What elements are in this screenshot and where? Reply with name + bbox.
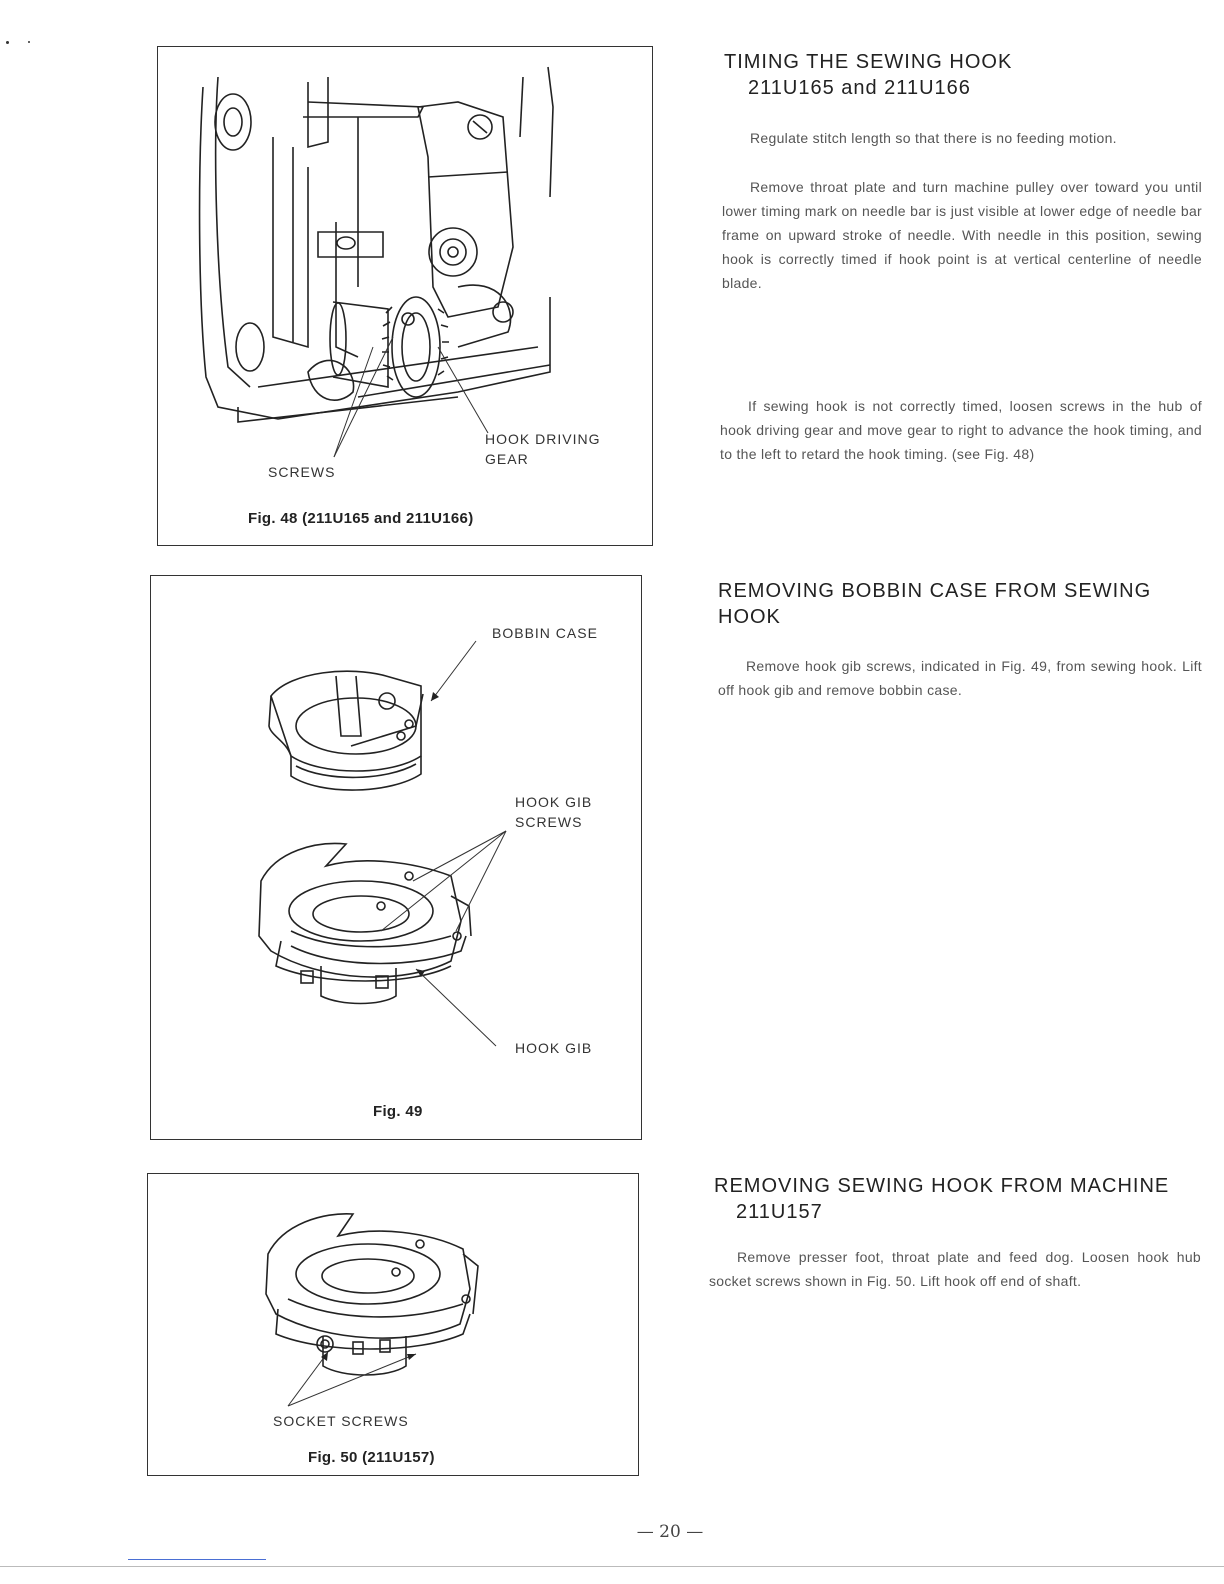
timing-heading-line1: TIMING THE SEWING HOOK [724, 51, 1013, 73]
hook-heading [714, 1173, 1169, 1225]
timing-paragraph-2: Remove throat plate and turn machine pulley over toward you until lower timing mark on needle bar is just visible at lower edge of needle bar frame on upward stroke of needle. With needle in this position, sewing hook is correctly timed if hook point is at vertical centerline of needle blade. [722, 179, 1202, 291]
timing-paragraph-1: Regulate stitch length so that there is no feeding motion. [750, 130, 1117, 146]
bobbin-heading-line1: REMOVING BOBBIN CASE FROM SEWING [718, 580, 1152, 602]
scan-speck [6, 41, 9, 44]
label-hook-gib-screws-line2: SCREWS [515, 814, 583, 830]
timing-paragraph-3: If sewing hook is not correctly timed, loosen screws in the hub of hook driving gear and move gear to right to advance the hook timing, and to the left to retard the hook timing. (see Fig. 48) [720, 398, 1202, 462]
bobbin-heading-line2: HOOK [718, 606, 781, 628]
label-hook-driving-gear-line2: GEAR [485, 451, 529, 467]
figure-49-caption: Fig. 49 [373, 1103, 423, 1120]
figure-49 [150, 575, 642, 1140]
label-screws: SCREWS [268, 464, 336, 480]
footer-link-underline [128, 1559, 266, 1560]
label-bobbin-case: BOBBIN CASE [492, 625, 598, 641]
page-number: — 20 — [636, 1522, 704, 1542]
label-socket-screws: SOCKET SCREWS [273, 1413, 409, 1429]
timing-heading-line2: 211U165 and 211U166 [748, 77, 971, 99]
hook-heading-line2: 211U157 [736, 1201, 823, 1223]
figure-48-illustration [158, 47, 654, 547]
label-hook-driving-gear-line1: HOOK DRIVING [485, 431, 601, 447]
label-hook-gib: HOOK GIB [515, 1040, 593, 1056]
label-hook-gib-screws-line1: HOOK GIB [515, 794, 593, 810]
figure-48 [157, 46, 653, 546]
footer-divider [0, 1566, 1224, 1567]
timing-heading [724, 49, 1012, 101]
bobbin-heading [718, 578, 1151, 630]
scan-speck [28, 41, 30, 43]
hook-heading-line1: REMOVING SEWING HOOK FROM MACHINE [714, 1175, 1170, 1197]
figure-50-caption: Fig. 50 (211U157) [308, 1449, 435, 1466]
figure-50 [147, 1173, 639, 1476]
bobbin-paragraph-1: Remove hook gib screws, indicated in Fig. 49, from sewing hook. Lift off hook gib and remove bobbin case. [718, 658, 1202, 698]
figure-48-caption: Fig. 48 (211U165 and 211U166) [248, 510, 474, 527]
figure-50-illustration [148, 1174, 640, 1477]
figure-49-illustration [151, 576, 643, 1141]
hook-paragraph-1: Remove presser foot, throat plate and feed dog. Loosen hook hub socket screws shown in Fig. 50. Lift hook off end of shaft. [709, 1249, 1201, 1289]
